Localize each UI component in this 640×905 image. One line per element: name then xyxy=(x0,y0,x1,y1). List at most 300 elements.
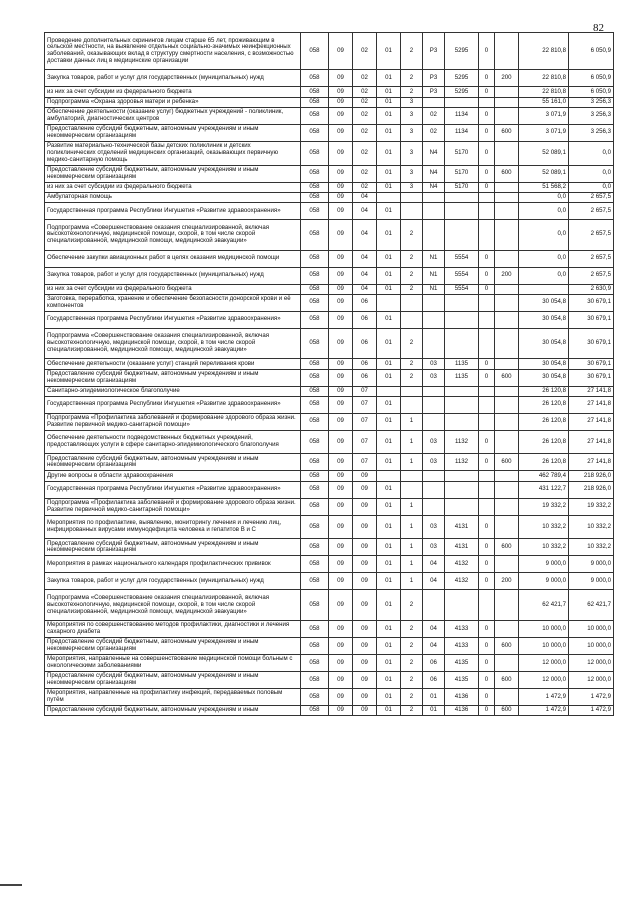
row-subprogram: 2 xyxy=(401,250,423,267)
row-ved: 058 xyxy=(301,386,329,396)
row-subsection: 02 xyxy=(353,141,377,165)
row-main-event xyxy=(423,328,445,359)
row-ved: 058 xyxy=(301,515,329,539)
row-direction: 5170 xyxy=(445,182,479,192)
row-name: Подпрограмма «Профилактика заболеваний и формирование здорового образа жизни. Развитие первичной медико-санитарной помощи» xyxy=(45,413,301,430)
row-name: Государственная программа Республики Ингушетия «Развитие здравоохранения» xyxy=(45,481,301,498)
row-expense-type xyxy=(495,182,519,192)
row-suffix: 0 xyxy=(479,689,495,706)
row-expense-type: 200 xyxy=(495,267,519,284)
table-row xyxy=(45,182,614,192)
row-name: Предоставление субсидий бюджетным, автономным учреждениям и иным некоммерческим организациям xyxy=(45,454,301,471)
row-section: 09 xyxy=(329,33,353,70)
row-amount-year2: 2 657,5 xyxy=(569,267,614,284)
row-subsection: 09 xyxy=(353,556,377,573)
row-name: Подпрограмма «Профилактика заболеваний и формирование здорового образа жизни. Развитие первичной медико-санитарной помощи» xyxy=(45,498,301,515)
row-amount-year1: 30 054,8 xyxy=(519,294,569,311)
row-ved: 058 xyxy=(301,97,329,107)
table-row xyxy=(45,430,614,454)
row-direction: 5170 xyxy=(445,165,479,182)
row-main-event: N4 xyxy=(423,141,445,165)
row-amount-year1: 10 000,0 xyxy=(519,638,569,655)
row-direction: 4135 xyxy=(445,672,479,689)
row-program: 01 xyxy=(377,672,401,689)
row-subprogram: 2 xyxy=(401,369,423,386)
row-ved: 058 xyxy=(301,498,329,515)
row-direction xyxy=(445,311,479,328)
row-program: 01 xyxy=(377,359,401,369)
row-amount-year1: 30 054,8 xyxy=(519,369,569,386)
row-expense-type xyxy=(495,471,519,481)
row-suffix: 0 xyxy=(479,124,495,141)
row-ved: 058 xyxy=(301,396,329,413)
row-amount-year2: 6 050,9 xyxy=(569,33,614,70)
row-amount-year1: 1 472,9 xyxy=(519,706,569,716)
row-subsection: 02 xyxy=(353,182,377,192)
row-subprogram: 1 xyxy=(401,413,423,430)
table-row xyxy=(45,284,614,294)
row-direction xyxy=(445,202,479,219)
row-amount-year1: 0,0 xyxy=(519,192,569,202)
row-subprogram xyxy=(401,481,423,498)
row-amount-year1: 9 000,0 xyxy=(519,573,569,590)
row-amount-year2: 30 679,1 xyxy=(569,294,614,311)
row-section: 09 xyxy=(329,70,353,87)
row-ved: 058 xyxy=(301,638,329,655)
row-subsection: 07 xyxy=(353,430,377,454)
row-expense-type xyxy=(495,219,519,250)
row-section: 09 xyxy=(329,655,353,672)
row-subprogram xyxy=(401,386,423,396)
table-row xyxy=(45,689,614,706)
row-section: 09 xyxy=(329,202,353,219)
row-suffix: 0 xyxy=(479,515,495,539)
row-amount-year2: 3 256,3 xyxy=(569,107,614,124)
row-suffix xyxy=(479,471,495,481)
row-expense-type xyxy=(495,202,519,219)
row-suffix: 0 xyxy=(479,430,495,454)
row-subsection: 06 xyxy=(353,328,377,359)
row-subsection: 02 xyxy=(353,87,377,97)
row-ved: 058 xyxy=(301,454,329,471)
row-amount-year1: 30 054,8 xyxy=(519,311,569,328)
row-subsection: 09 xyxy=(353,539,377,556)
row-direction: 4132 xyxy=(445,573,479,590)
row-ved: 058 xyxy=(301,311,329,328)
row-suffix: 0 xyxy=(479,638,495,655)
table-body xyxy=(45,33,614,716)
row-subprogram: 2 xyxy=(401,655,423,672)
row-subsection: 09 xyxy=(353,498,377,515)
row-ved: 058 xyxy=(301,689,329,706)
row-name: Обеспечение деятельности (оказание услуг) бюджетных учреждений - поликлиник, амбулаторий, диагностических центров xyxy=(45,107,301,124)
row-amount-year1: 0,0 xyxy=(519,250,569,267)
row-suffix: 0 xyxy=(479,359,495,369)
row-subsection: 09 xyxy=(353,481,377,498)
row-expense-type xyxy=(495,590,519,621)
row-direction xyxy=(445,498,479,515)
row-suffix: 0 xyxy=(479,573,495,590)
row-expense-type xyxy=(495,311,519,328)
row-expense-type: 600 xyxy=(495,369,519,386)
row-name: Подпрограмма «Совершенствование оказания специализированной, включая высокотехнологичную, медицинской помощи, скорой, в том числе скорой специализированной, медицинской помощи, медицинской эвакуации» xyxy=(45,328,301,359)
row-direction: 1135 xyxy=(445,359,479,369)
row-direction: 4132 xyxy=(445,556,479,573)
row-expense-type xyxy=(495,556,519,573)
row-main-event: 04 xyxy=(423,573,445,590)
row-expense-type xyxy=(495,655,519,672)
table-row xyxy=(45,294,614,311)
table-row xyxy=(45,359,614,369)
row-ved: 058 xyxy=(301,328,329,359)
row-amount-year2: 27 141,8 xyxy=(569,386,614,396)
row-subsection: 02 xyxy=(353,97,377,107)
row-direction: 4133 xyxy=(445,621,479,638)
row-subsection: 06 xyxy=(353,369,377,386)
row-amount-year1: 22 810,8 xyxy=(519,87,569,97)
row-ved: 058 xyxy=(301,556,329,573)
row-main-event: N4 xyxy=(423,165,445,182)
row-direction xyxy=(445,294,479,311)
row-main-event: 04 xyxy=(423,638,445,655)
row-program: 01 xyxy=(377,515,401,539)
budget-table xyxy=(44,32,614,716)
row-main-event: N4 xyxy=(423,182,445,192)
row-section: 09 xyxy=(329,706,353,716)
row-ved: 058 xyxy=(301,267,329,284)
row-name: Обеспечение закупки авиационных работ в целях оказания медицинской помощи xyxy=(45,250,301,267)
row-direction xyxy=(445,396,479,413)
table-row xyxy=(45,515,614,539)
row-program: 01 xyxy=(377,590,401,621)
row-section: 09 xyxy=(329,192,353,202)
row-name: Обеспечение деятельности подведомственных бюджетных учреждений, предоставляющих услуги в сфере санитарно-эпидемиологического благополучия xyxy=(45,430,301,454)
row-main-event xyxy=(423,498,445,515)
row-expense-type xyxy=(495,250,519,267)
row-suffix xyxy=(479,219,495,250)
row-expense-type: 200 xyxy=(495,573,519,590)
row-amount-year1: 52 089,1 xyxy=(519,165,569,182)
row-subprogram: 1 xyxy=(401,573,423,590)
row-expense-type xyxy=(495,328,519,359)
row-name: Закупка товаров, работ и услуг для государственных (муниципальных) нужд xyxy=(45,267,301,284)
row-program: 01 xyxy=(377,621,401,638)
row-direction: 5295 xyxy=(445,87,479,97)
row-direction xyxy=(445,413,479,430)
row-amount-year2: 10 000,0 xyxy=(569,638,614,655)
row-section: 09 xyxy=(329,471,353,481)
row-amount-year2: 2 630,9 xyxy=(569,284,614,294)
row-amount-year2: 218 926,0 xyxy=(569,471,614,481)
row-main-event: 03 xyxy=(423,359,445,369)
row-program: 01 xyxy=(377,413,401,430)
row-subsection: 04 xyxy=(353,192,377,202)
row-name: из них за счет субсидии из федерального бюджета xyxy=(45,182,301,192)
row-program: 01 xyxy=(377,573,401,590)
table-row xyxy=(45,638,614,655)
row-subprogram: 3 xyxy=(401,182,423,192)
row-amount-year2: 62 421,7 xyxy=(569,590,614,621)
row-ved: 058 xyxy=(301,706,329,716)
row-section: 09 xyxy=(329,97,353,107)
row-amount-year2: 0,0 xyxy=(569,141,614,165)
row-suffix xyxy=(479,481,495,498)
row-expense-type xyxy=(495,97,519,107)
row-section: 09 xyxy=(329,219,353,250)
row-direction: 1134 xyxy=(445,124,479,141)
row-direction: 1134 xyxy=(445,107,479,124)
row-amount-year1: 26 120,8 xyxy=(519,396,569,413)
row-main-event: 06 xyxy=(423,655,445,672)
row-amount-year1: 19 332,2 xyxy=(519,498,569,515)
row-section: 09 xyxy=(329,328,353,359)
row-suffix: 0 xyxy=(479,165,495,182)
row-direction: 4136 xyxy=(445,706,479,716)
row-expense-type xyxy=(495,621,519,638)
row-name: Предоставление субсидий бюджетным, автономным учреждениям и иным xyxy=(45,706,301,716)
row-subprogram: 2 xyxy=(401,267,423,284)
row-program: 01 xyxy=(377,706,401,716)
row-main-event: 03 xyxy=(423,515,445,539)
row-amount-year2: 30 679,1 xyxy=(569,369,614,386)
row-subprogram: 2 xyxy=(401,284,423,294)
row-suffix: 0 xyxy=(479,706,495,716)
row-amount-year1: 0,0 xyxy=(519,202,569,219)
row-suffix xyxy=(479,386,495,396)
row-name: Закупка товаров, работ и услуг для государственных (муниципальных) нужд xyxy=(45,573,301,590)
row-ved: 058 xyxy=(301,471,329,481)
row-amount-year1: 52 089,1 xyxy=(519,141,569,165)
row-ved: 058 xyxy=(301,369,329,386)
row-amount-year1: 3 071,9 xyxy=(519,124,569,141)
row-program: 01 xyxy=(377,481,401,498)
row-name: из них за счет субсидии из федерального бюджета xyxy=(45,284,301,294)
row-amount-year1: 0,0 xyxy=(519,219,569,250)
row-subsection: 07 xyxy=(353,413,377,430)
row-suffix: 0 xyxy=(479,107,495,124)
row-amount-year2: 3 256,3 xyxy=(569,97,614,107)
row-subprogram xyxy=(401,396,423,413)
row-program: 01 xyxy=(377,141,401,165)
row-direction: 5295 xyxy=(445,33,479,70)
row-amount-year1: 1 472,9 xyxy=(519,689,569,706)
row-direction: 4136 xyxy=(445,689,479,706)
table-row xyxy=(45,192,614,202)
row-subprogram: 2 xyxy=(401,359,423,369)
row-program: 01 xyxy=(377,556,401,573)
row-subsection: 09 xyxy=(353,573,377,590)
table-row xyxy=(45,556,614,573)
row-subsection: 02 xyxy=(353,33,377,70)
row-ved: 058 xyxy=(301,621,329,638)
row-amount-year2: 6 050,9 xyxy=(569,87,614,97)
row-main-event xyxy=(423,97,445,107)
row-amount-year1: 0,0 xyxy=(519,267,569,284)
row-ved: 058 xyxy=(301,141,329,165)
table-row xyxy=(45,621,614,638)
row-direction: 1132 xyxy=(445,454,479,471)
row-section: 09 xyxy=(329,573,353,590)
row-amount-year1: 12 000,0 xyxy=(519,655,569,672)
row-subsection: 06 xyxy=(353,294,377,311)
row-program: 01 xyxy=(377,396,401,413)
row-expense-type xyxy=(495,515,519,539)
row-name: Мероприятия в рамках национального календаря профилактических прививок xyxy=(45,556,301,573)
row-subsection: 06 xyxy=(353,359,377,369)
row-ved: 058 xyxy=(301,192,329,202)
row-name: Проведение дополнительных скринингов лицам старше 65 лет, проживающим в сельской местности, на выявление отдельных социально-значимых неинфекционных заболеваний, оказывающих вклад в структуру смертности населения, с возможностью доставки данных лиц в медицинские организации xyxy=(45,33,301,70)
row-expense-type xyxy=(495,689,519,706)
row-program: 01 xyxy=(377,219,401,250)
row-name: Амбулаторная помощь xyxy=(45,192,301,202)
row-suffix xyxy=(479,498,495,515)
row-amount-year1: 30 054,8 xyxy=(519,328,569,359)
row-suffix: 0 xyxy=(479,250,495,267)
row-expense-type: 600 xyxy=(495,539,519,556)
row-subsection: 07 xyxy=(353,386,377,396)
row-ved: 058 xyxy=(301,107,329,124)
table-row xyxy=(45,87,614,97)
row-name: Обеспечение деятельности (оказание услуг) станций переливания крови xyxy=(45,359,301,369)
row-suffix: 0 xyxy=(479,655,495,672)
row-section: 09 xyxy=(329,413,353,430)
row-suffix xyxy=(479,311,495,328)
row-direction: 5295 xyxy=(445,70,479,87)
row-program: 01 xyxy=(377,454,401,471)
row-amount-year2: 9 000,0 xyxy=(569,573,614,590)
table-row xyxy=(45,219,614,250)
row-program: 01 xyxy=(377,165,401,182)
row-ved: 058 xyxy=(301,294,329,311)
row-subsection: 02 xyxy=(353,124,377,141)
row-expense-type xyxy=(495,294,519,311)
table-row xyxy=(45,97,614,107)
row-program: 01 xyxy=(377,70,401,87)
row-subsection: 02 xyxy=(353,165,377,182)
row-program: 01 xyxy=(377,202,401,219)
row-amount-year1: 26 120,8 xyxy=(519,430,569,454)
row-expense-type xyxy=(495,192,519,202)
row-amount-year1: 51 568,2 xyxy=(519,182,569,192)
row-expense-type xyxy=(495,359,519,369)
row-ved: 058 xyxy=(301,33,329,70)
row-subsection: 09 xyxy=(353,590,377,621)
row-main-event: 04 xyxy=(423,556,445,573)
row-program xyxy=(377,386,401,396)
row-ved: 058 xyxy=(301,182,329,192)
row-section: 09 xyxy=(329,481,353,498)
row-section: 09 xyxy=(329,141,353,165)
row-name: Мероприятия по профилактике, выявлению, мониторингу лечения и лечению лиц, инфицированных вирусами иммунодефицита человека и гепатитов В и С xyxy=(45,515,301,539)
row-subsection: 09 xyxy=(353,621,377,638)
row-program xyxy=(377,294,401,311)
row-amount-year2: 6 050,9 xyxy=(569,70,614,87)
table-row xyxy=(45,396,614,413)
row-main-event xyxy=(423,202,445,219)
row-amount-year2: 218 926,0 xyxy=(569,481,614,498)
row-name: Мероприятия, направленные на профилактику инфекций, передаваемых половым путём xyxy=(45,689,301,706)
row-direction: 4131 xyxy=(445,539,479,556)
row-subprogram: 1 xyxy=(401,539,423,556)
table-row xyxy=(45,481,614,498)
row-suffix: 0 xyxy=(479,284,495,294)
table-row xyxy=(45,165,614,182)
page-number: 82 xyxy=(593,22,604,34)
row-program: 01 xyxy=(377,250,401,267)
row-section: 09 xyxy=(329,498,353,515)
row-subsection: 07 xyxy=(353,396,377,413)
row-subprogram xyxy=(401,471,423,481)
row-program: 01 xyxy=(377,498,401,515)
row-subprogram: 3 xyxy=(401,124,423,141)
row-suffix xyxy=(479,294,495,311)
row-section: 09 xyxy=(329,539,353,556)
row-section: 09 xyxy=(329,638,353,655)
row-name: Предоставление субсидий бюджетным, автономным учреждениям и иным некоммерческим организациям xyxy=(45,539,301,556)
row-expense-type xyxy=(495,481,519,498)
row-subsection: 09 xyxy=(353,672,377,689)
row-suffix: 0 xyxy=(479,454,495,471)
table-row xyxy=(45,672,614,689)
row-suffix: 0 xyxy=(479,182,495,192)
row-direction: 1132 xyxy=(445,430,479,454)
row-name: Закупка товаров, работ и услуг для государственных (муниципальных) нужд xyxy=(45,70,301,87)
row-direction xyxy=(445,471,479,481)
row-amount-year1: 26 120,8 xyxy=(519,386,569,396)
table-row xyxy=(45,454,614,471)
row-main-event xyxy=(423,590,445,621)
row-subsection: 09 xyxy=(353,638,377,655)
row-program: 01 xyxy=(377,267,401,284)
table-row xyxy=(45,386,614,396)
table-row xyxy=(45,413,614,430)
row-amount-year1: 26 120,8 xyxy=(519,413,569,430)
row-direction: 4131 xyxy=(445,515,479,539)
row-subsection: 09 xyxy=(353,689,377,706)
row-program xyxy=(377,192,401,202)
row-amount-year1: 55 161,0 xyxy=(519,97,569,107)
table-row xyxy=(45,706,614,716)
row-amount-year1: 22 810,8 xyxy=(519,33,569,70)
row-main-event xyxy=(423,471,445,481)
row-section: 09 xyxy=(329,621,353,638)
row-name: Подпрограмма «Совершенствование оказания специализированной, включая высокотехнологичную, медицинской помощи, скорой, в том числе скорой специализированной, медицинской помощи, медицинской эвакуации» xyxy=(45,590,301,621)
row-ved: 058 xyxy=(301,655,329,672)
table-row xyxy=(45,590,614,621)
row-subprogram xyxy=(401,202,423,219)
row-expense-type xyxy=(495,386,519,396)
row-amount-year2: 2 657,5 xyxy=(569,192,614,202)
row-amount-year2: 0,0 xyxy=(569,182,614,192)
row-ved: 058 xyxy=(301,284,329,294)
row-main-event: N1 xyxy=(423,267,445,284)
row-subsection: 09 xyxy=(353,515,377,539)
row-ved: 058 xyxy=(301,219,329,250)
row-suffix: 0 xyxy=(479,369,495,386)
row-direction: 5554 xyxy=(445,267,479,284)
row-program: 01 xyxy=(377,638,401,655)
row-amount-year2: 19 332,2 xyxy=(569,498,614,515)
table-row xyxy=(45,328,614,359)
row-section: 09 xyxy=(329,107,353,124)
table-row xyxy=(45,573,614,590)
row-amount-year2: 2 657,5 xyxy=(569,250,614,267)
row-ved: 058 xyxy=(301,539,329,556)
row-ved: 058 xyxy=(301,481,329,498)
row-amount-year2: 9 000,0 xyxy=(569,556,614,573)
row-main-event: 03 xyxy=(423,430,445,454)
row-subprogram: 3 xyxy=(401,141,423,165)
